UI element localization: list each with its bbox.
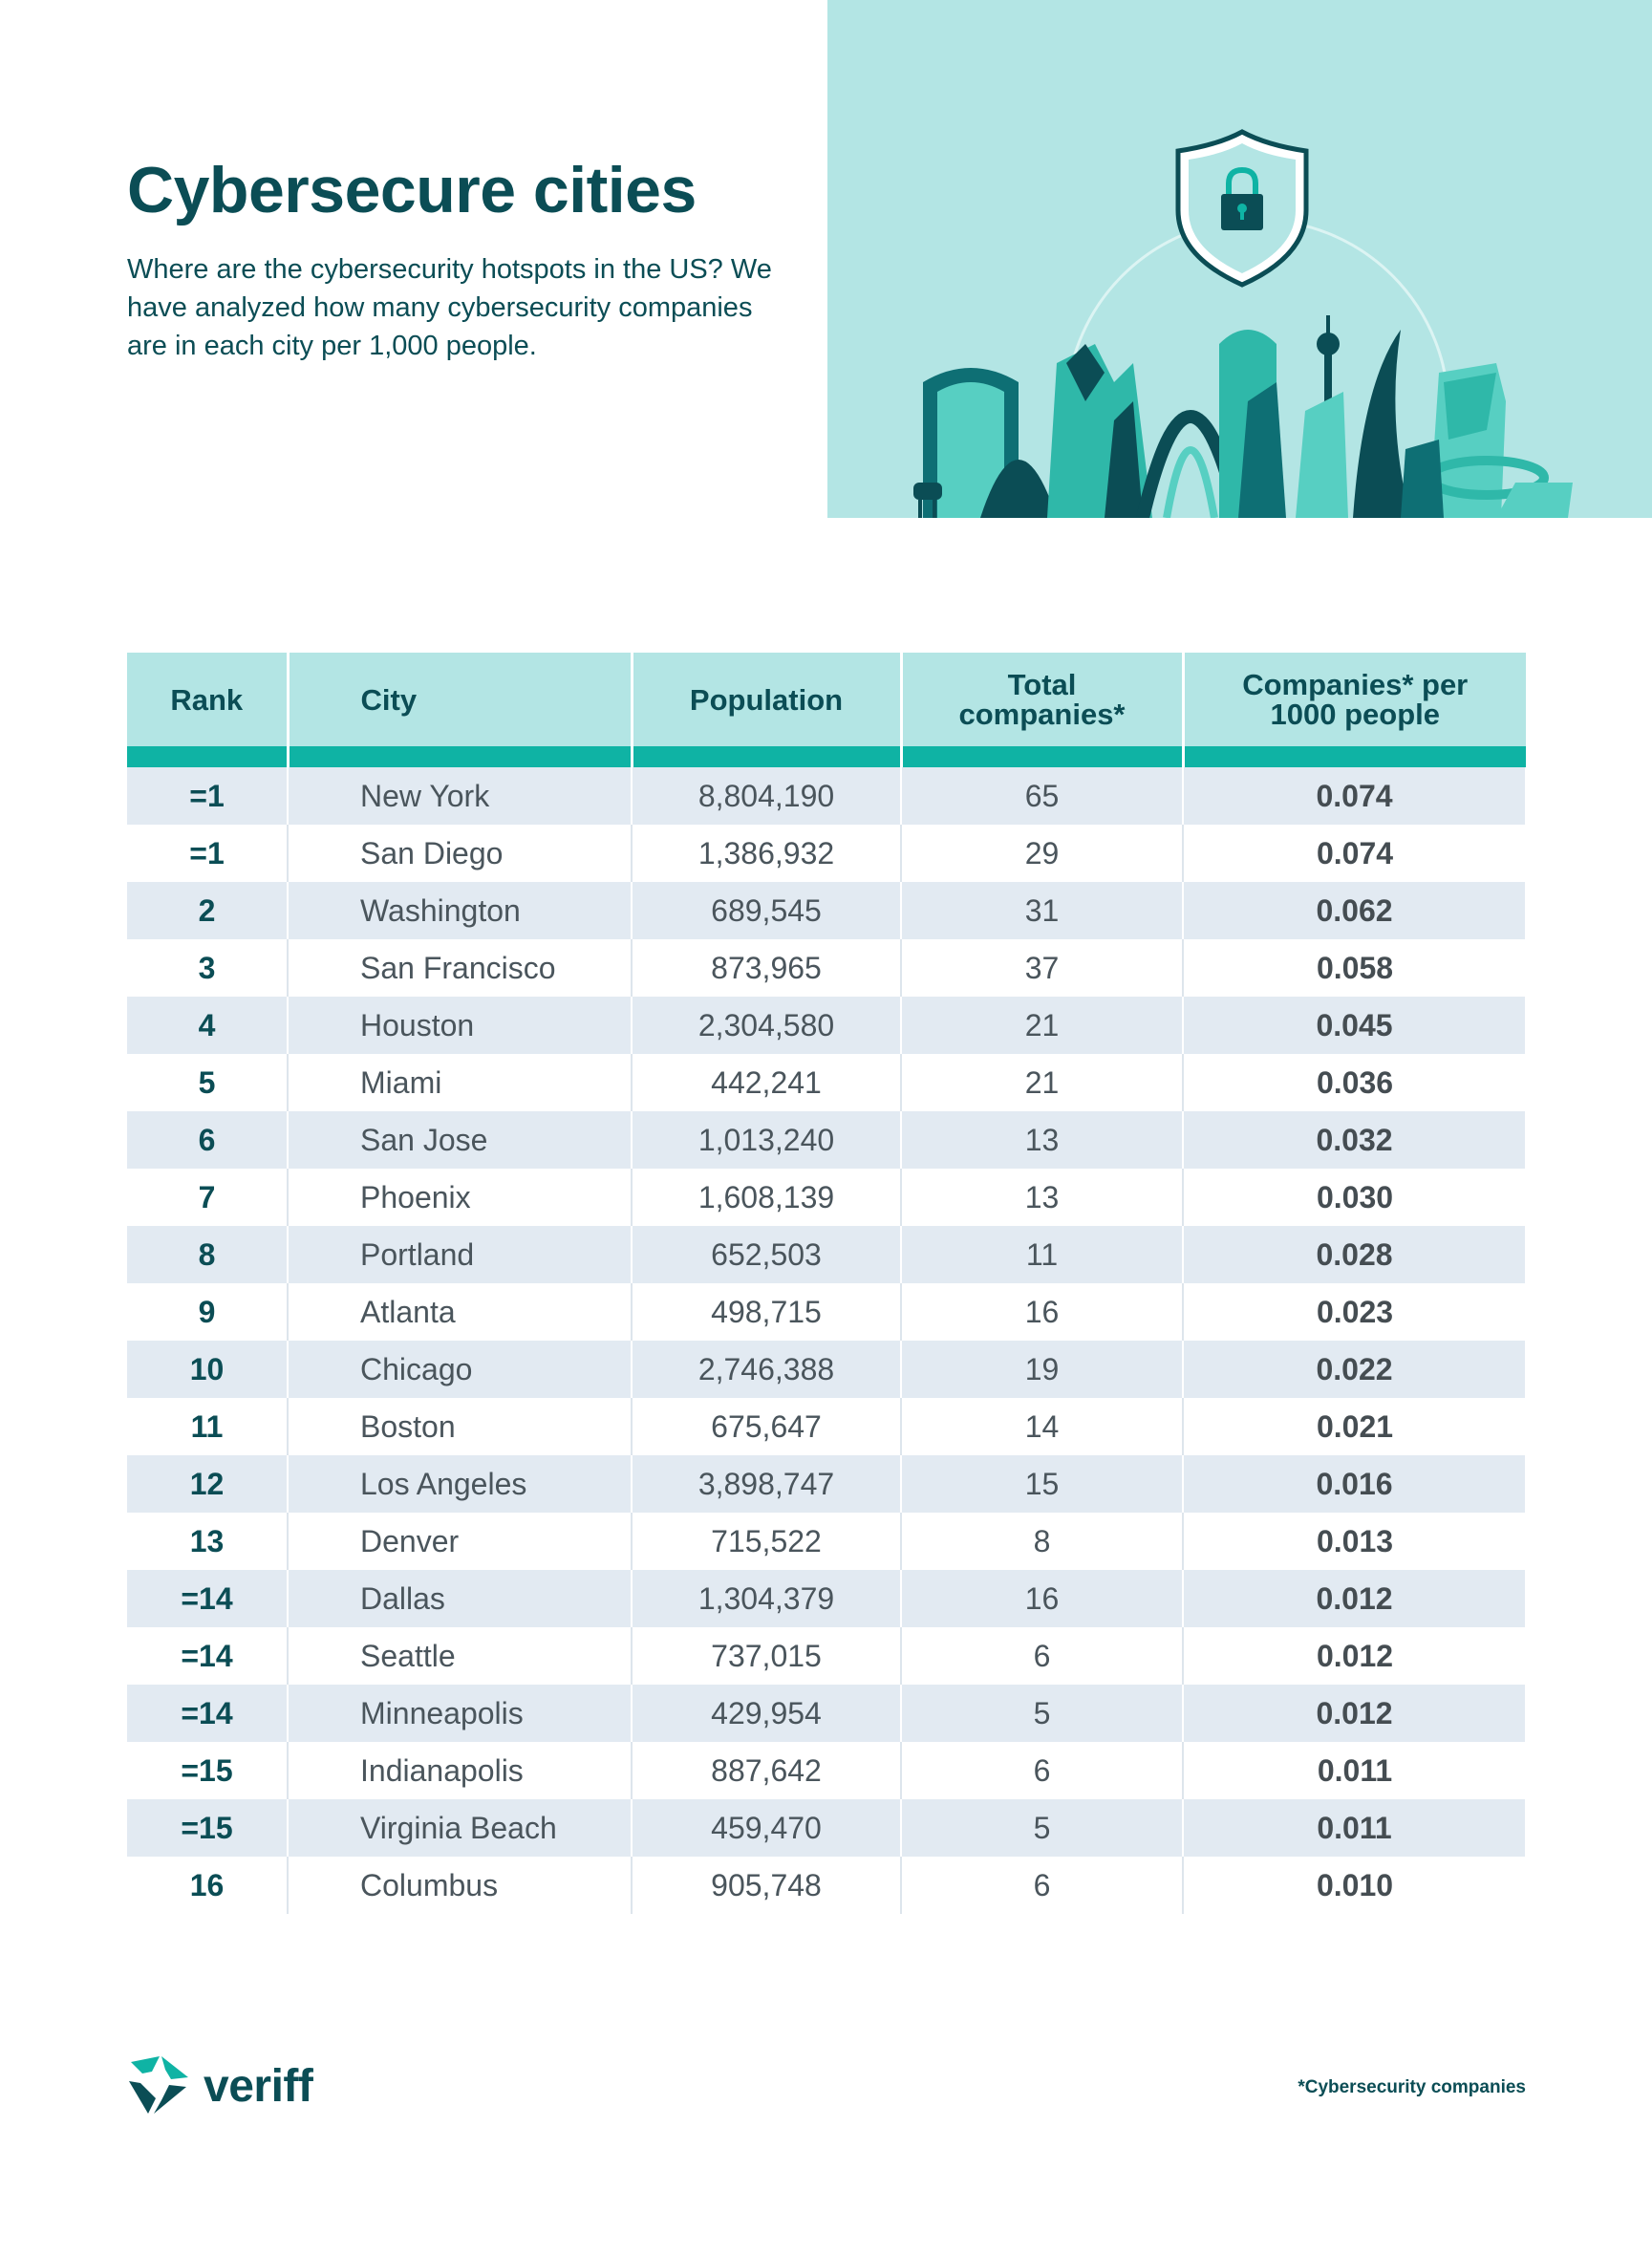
footnote: *Cybersecurity companies — [1298, 2077, 1526, 2097]
cell-city: Seattle — [288, 1627, 632, 1685]
cell-total-companies: 6 — [901, 1857, 1183, 1914]
table-row — [127, 1799, 1526, 1857]
table-row — [127, 1398, 1526, 1455]
page-subtitle: Where are the cybersecurity hotspots in the US? We have analyzed how many cybersecurity companies are in each city per 1,000 people. — [127, 254, 772, 361]
cell-rank: 2 — [127, 882, 288, 939]
cell-city: Phoenix — [288, 1169, 632, 1226]
cell-rank: 13 — [127, 1513, 288, 1570]
cell-population: 873,965 — [632, 939, 901, 997]
cell-total-companies: 65 — [901, 767, 1183, 825]
cell-population: 8,804,190 — [632, 767, 901, 825]
cell-total-companies: 19 — [901, 1341, 1183, 1398]
header-population: Population — [632, 653, 901, 746]
hero-illustration — [827, 0, 1652, 518]
header-companies-per-1000 — [1183, 653, 1526, 746]
cell-rank: =1 — [127, 825, 288, 882]
cell-population: 887,642 — [632, 1742, 901, 1799]
table-row — [127, 1169, 1526, 1226]
cell-population: 459,470 — [632, 1799, 901, 1857]
header-per-line1: Companies* per — [1242, 668, 1469, 701]
cell-total-companies: 5 — [901, 1799, 1183, 1857]
cell-total-companies: 8 — [901, 1513, 1183, 1570]
cell-population: 689,545 — [632, 882, 901, 939]
cell-population: 737,015 — [632, 1627, 901, 1685]
cell-population: 442,241 — [632, 1054, 901, 1111]
cell-companies-per-1000: 0.074 — [1183, 767, 1526, 825]
cell-rank: 3 — [127, 939, 288, 997]
rankings-table-container — [127, 653, 1526, 1914]
cell-city: Virginia Beach — [288, 1799, 632, 1857]
cell-population: 905,748 — [632, 1857, 901, 1914]
cell-companies-per-1000: 0.011 — [1183, 1742, 1526, 1799]
cell-total-companies: 29 — [901, 825, 1183, 882]
cell-population: 1,386,932 — [632, 825, 901, 882]
cell-rank: 11 — [127, 1398, 288, 1455]
cell-companies-per-1000: 0.012 — [1183, 1570, 1526, 1627]
table-row — [127, 1455, 1526, 1513]
cell-companies-per-1000: 0.010 — [1183, 1857, 1526, 1914]
table-body — [127, 767, 1526, 1914]
city-skyline — [827, 0, 1652, 518]
cell-total-companies: 37 — [901, 939, 1183, 997]
cell-city: Miami — [288, 1054, 632, 1111]
cell-total-companies: 13 — [901, 1111, 1183, 1169]
cell-population: 2,746,388 — [632, 1341, 901, 1398]
cell-city: Boston — [288, 1398, 632, 1455]
cell-city: Chicago — [288, 1341, 632, 1398]
cell-total-companies: 14 — [901, 1398, 1183, 1455]
cell-city: San Francisco — [288, 939, 632, 997]
table-row — [127, 1283, 1526, 1341]
cell-companies-per-1000: 0.032 — [1183, 1111, 1526, 1169]
cell-total-companies: 31 — [901, 882, 1183, 939]
cell-city: Indianapolis — [288, 1742, 632, 1799]
veriff-logo-icon — [127, 2054, 190, 2117]
cell-population: 429,954 — [632, 1685, 901, 1742]
cell-companies-per-1000: 0.058 — [1183, 939, 1526, 997]
header-rank: Rank — [127, 653, 288, 746]
table-row — [127, 1627, 1526, 1685]
brand-logo — [127, 2054, 312, 2117]
cell-city: Columbus — [288, 1857, 632, 1914]
cell-companies-per-1000: 0.074 — [1183, 825, 1526, 882]
table-row — [127, 1513, 1526, 1570]
page-title: Cybersecure cities — [127, 154, 697, 226]
cell-city: Atlanta — [288, 1283, 632, 1341]
table-row — [127, 1341, 1526, 1398]
cell-rank: 4 — [127, 997, 288, 1054]
cell-rank: =1 — [127, 767, 288, 825]
cell-total-companies: 21 — [901, 997, 1183, 1054]
cell-rank: =14 — [127, 1570, 288, 1627]
header-total-line1: Total — [1007, 668, 1077, 701]
header-total-line2: companies* — [958, 698, 1126, 731]
cell-companies-per-1000: 0.028 — [1183, 1226, 1526, 1283]
table-row — [127, 1857, 1526, 1914]
table-row — [127, 1742, 1526, 1799]
cell-rank: 9 — [127, 1283, 288, 1341]
cell-companies-per-1000: 0.062 — [1183, 882, 1526, 939]
header-city: City — [288, 653, 632, 746]
cell-city: Portland — [288, 1226, 632, 1283]
table-row — [127, 1570, 1526, 1627]
cell-rank: =14 — [127, 1627, 288, 1685]
table-row — [127, 882, 1526, 939]
table-row — [127, 1685, 1526, 1742]
cell-rank: =15 — [127, 1799, 288, 1857]
table-row — [127, 1226, 1526, 1283]
cell-companies-per-1000: 0.030 — [1183, 1169, 1526, 1226]
cell-rank: 16 — [127, 1857, 288, 1914]
cell-companies-per-1000: 0.021 — [1183, 1398, 1526, 1455]
cell-total-companies: 5 — [901, 1685, 1183, 1742]
cell-city: San Diego — [288, 825, 632, 882]
cell-companies-per-1000: 0.016 — [1183, 1455, 1526, 1513]
header-per-line2: 1000 people — [1270, 698, 1440, 731]
cell-rank: 8 — [127, 1226, 288, 1283]
cell-total-companies: 13 — [901, 1169, 1183, 1226]
cell-city: Los Angeles — [288, 1455, 632, 1513]
header-total-companies — [901, 653, 1183, 746]
cell-population: 675,647 — [632, 1398, 901, 1455]
cell-rank: =14 — [127, 1685, 288, 1742]
cell-total-companies: 11 — [901, 1226, 1183, 1283]
brand-name: veriff — [204, 2060, 313, 2112]
cell-city: Houston — [288, 997, 632, 1054]
cell-rank: 5 — [127, 1054, 288, 1111]
cell-rank: 12 — [127, 1455, 288, 1513]
table-row — [127, 997, 1526, 1054]
cell-population: 2,304,580 — [632, 997, 901, 1054]
cell-rank: 10 — [127, 1341, 288, 1398]
cell-population: 1,304,379 — [632, 1570, 901, 1627]
cell-city: Dallas — [288, 1570, 632, 1627]
cell-rank: =15 — [127, 1742, 288, 1799]
cell-rank: 7 — [127, 1169, 288, 1226]
cell-total-companies: 16 — [901, 1570, 1183, 1627]
cell-population: 1,608,139 — [632, 1169, 901, 1226]
cell-city: Denver — [288, 1513, 632, 1570]
cell-companies-per-1000: 0.036 — [1183, 1054, 1526, 1111]
cell-population: 498,715 — [632, 1283, 901, 1341]
table-row — [127, 1111, 1526, 1169]
table-row — [127, 939, 1526, 997]
header-accent-bar — [127, 746, 1526, 767]
cell-companies-per-1000: 0.022 — [1183, 1341, 1526, 1398]
table-row — [127, 767, 1526, 825]
cell-companies-per-1000: 0.012 — [1183, 1627, 1526, 1685]
cell-population: 1,013,240 — [632, 1111, 901, 1169]
cell-rank: 6 — [127, 1111, 288, 1169]
cell-total-companies: 21 — [901, 1054, 1183, 1111]
cell-population: 3,898,747 — [632, 1455, 901, 1513]
table-row — [127, 825, 1526, 882]
cell-city: Minneapolis — [288, 1685, 632, 1742]
table-header — [127, 653, 1526, 767]
cell-companies-per-1000: 0.013 — [1183, 1513, 1526, 1570]
cell-city: Washington — [288, 882, 632, 939]
cell-city: New York — [288, 767, 632, 825]
cell-companies-per-1000: 0.045 — [1183, 997, 1526, 1054]
cell-population: 652,503 — [632, 1226, 901, 1283]
cell-companies-per-1000: 0.012 — [1183, 1685, 1526, 1742]
cell-population: 715,522 — [632, 1513, 901, 1570]
table-row — [127, 1054, 1526, 1111]
rankings-table — [127, 653, 1527, 1914]
cell-total-companies: 15 — [901, 1455, 1183, 1513]
cell-companies-per-1000: 0.011 — [1183, 1799, 1526, 1857]
cell-total-companies: 6 — [901, 1627, 1183, 1685]
cell-total-companies: 6 — [901, 1742, 1183, 1799]
cell-total-companies: 16 — [901, 1283, 1183, 1341]
cell-companies-per-1000: 0.023 — [1183, 1283, 1526, 1341]
cell-city: San Jose — [288, 1111, 632, 1169]
